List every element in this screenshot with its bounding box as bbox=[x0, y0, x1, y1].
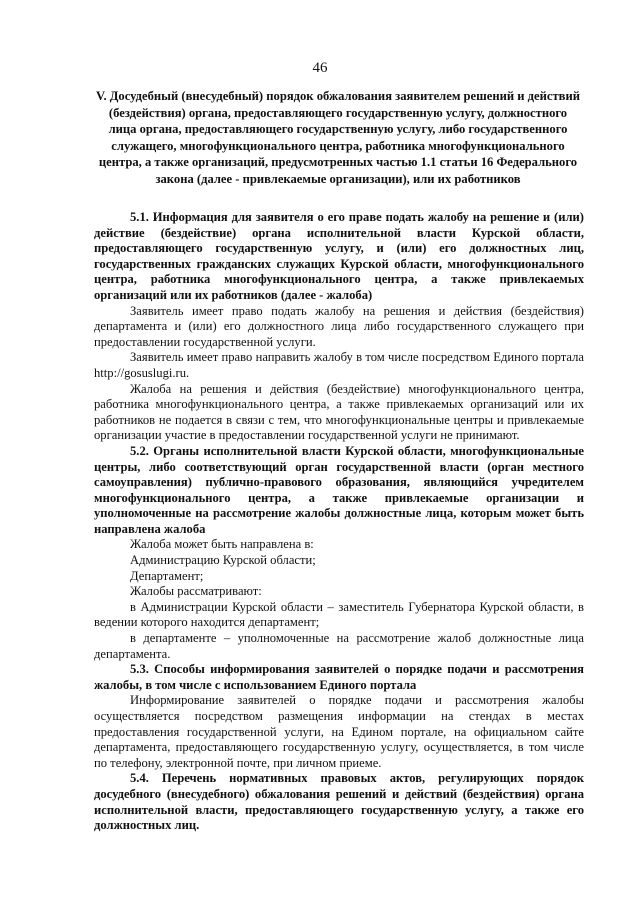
paragraph: Департамент; bbox=[130, 568, 204, 583]
paragraph-5-3-heading: 5.3. Способы информирования заявителей о порядке подачи и рассмотрения жалобы, в том числе с использованием Единого портала bbox=[94, 662, 584, 692]
paragraph: в Администрации Курской области – заместитель Губернатора Курской области, в ведении которого находится департамент; bbox=[94, 599, 584, 630]
paragraph-5-1-heading: 5.1. Информация для заявителя о его праве подать жалобу на решение и (или) действие (бездействие) органа исполнительной власти Курской области, предоставляющего государственную услугу, и (или) его должностных лиц, государственных гражданских служащих Курской области, многофункционального центра, работника многофункционального центра, а также привлекаемых организаций или их работников (далее - жалоба) bbox=[94, 210, 584, 302]
paragraph: Заявитель имеет право подать жалобу на решения и действия (бездействия) департамента и (или) его должностного лица либо государственного служащего при предоставлении государственной услуги. bbox=[94, 303, 584, 349]
paragraph: Заявитель имеет право направить жалобу в том числе посредством Единого портала http://gosuslugi.ru. bbox=[94, 350, 584, 380]
paragraph: в департаменте – уполномоченные на рассмотрение жалоб должностные лица департамента. bbox=[94, 631, 584, 661]
paragraph: Жалоба на решения и действия (бездействие) многофункционального центра, работника многофункционального центра, а также привлекаемых организаций или их работников не подается в связи с тем, что многофункциональные центры и привлекаемые организации участие в предоставлении государственной услуги не принимают. bbox=[94, 381, 584, 443]
paragraph: Администрацию Курской области; bbox=[130, 553, 316, 568]
paragraph: Жалоба может быть направлена в: bbox=[130, 537, 314, 552]
paragraph: Информирование заявителей о порядке подачи и рассмотрения жалобы осуществляется посредством размещения информации на стендах в местах предоставления государственной услуги, на Едином портале, на официальном сайте департамента, предоставляющего государственную услугу, осуществляется, в том числе по телефону, электронной почте, при личном приеме. bbox=[94, 693, 584, 770]
paragraph-5-4-heading: 5.4. Перечень нормативных правовых актов, регулирующих порядок досудебного (внесудебного) обжалования решений и действий (бездействия) органа исполнительной власти, предоставляющего государственную услугу, а также его должностных лиц. bbox=[94, 771, 584, 833]
paragraph-5-2-heading: 5.2. Органы исполнительной власти Курской области, многофункциональные центры, либо соответствующий орган государственной власти (орган местного самоуправления) публично-правового образования, являющийся учредителем многофункционального центра, а также привлекаемые организации и уполномоченные на рассмотрение жалобы должностные лица, которым может быть направлена жалоба bbox=[94, 443, 584, 536]
section-title: V. Досудебный (внесудебный) порядок обжалования заявителем решений и действий (бездействия) органа, предоставляющего государственную услугу, должностного лица органа, предоставляющего государственную услугу, либо государственного служащего, многофункционального центра, работника многофункционального центра, а также организаций, предусмотренных частью 1.1 статьи 16 Федерального закона (далее - привлекаемые организации), или их работников bbox=[96, 89, 580, 186]
page-number: 46 bbox=[312, 60, 328, 76]
paragraph: Жалобы рассматривают: bbox=[130, 584, 262, 599]
document-body bbox=[94, 210, 584, 834]
